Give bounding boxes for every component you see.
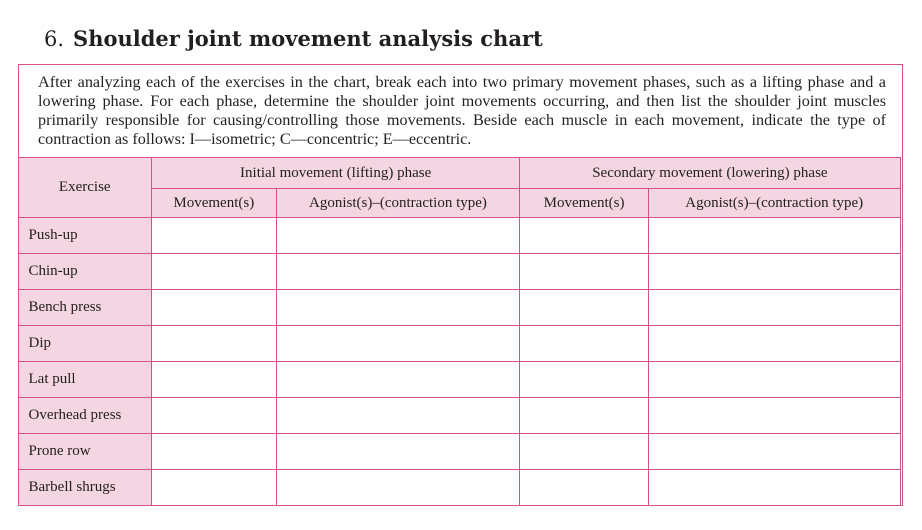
table-row (18, 290, 900, 326)
lifting-movement-cell[interactable] (151, 434, 276, 470)
section-title: Shoulder joint movement analysis chart (73, 26, 543, 51)
lowering-agonist-cell[interactable] (648, 470, 900, 506)
table-row (18, 362, 900, 398)
lifting-agonist-cell[interactable] (276, 434, 520, 470)
lifting-agonist-header: Agonist(s)–(contraction type) (276, 189, 520, 218)
lowering-movement-header: Movement(s) (520, 189, 649, 218)
section-heading (44, 26, 543, 51)
lifting-agonist-cell[interactable] (276, 326, 520, 362)
exercise-column-header: Exercise (18, 158, 151, 218)
table-row (18, 398, 900, 434)
table-row (18, 254, 900, 290)
lowering-agonist-cell[interactable] (648, 326, 900, 362)
lowering-movement-cell[interactable] (520, 254, 649, 290)
section-number: 6. (44, 27, 65, 51)
lowering-phase-header: Secondary movement (lowering) phase (520, 158, 900, 189)
lowering-agonist-cell[interactable] (648, 218, 900, 254)
lowering-movement-cell[interactable] (520, 290, 649, 326)
lowering-movement-cell[interactable] (520, 434, 649, 470)
lifting-agonist-cell[interactable] (276, 290, 520, 326)
exercise-label: Barbell shrugs (18, 470, 151, 506)
lowering-movement-cell[interactable] (520, 218, 649, 254)
lifting-phase-header: Initial movement (lifting) phase (151, 158, 519, 189)
chart-frame (18, 64, 903, 506)
lowering-agonist-cell[interactable] (648, 434, 900, 470)
lowering-agonist-header: Agonist(s)–(contraction type) (648, 189, 900, 218)
lifting-movement-cell[interactable] (151, 470, 276, 506)
lowering-movement-cell[interactable] (520, 326, 649, 362)
lifting-movement-cell[interactable] (151, 326, 276, 362)
lowering-movement-cell[interactable] (520, 398, 649, 434)
table-row (18, 434, 900, 470)
lifting-movement-cell[interactable] (151, 290, 276, 326)
exercise-label: Push-up (18, 218, 151, 254)
table-row (18, 218, 900, 254)
instructions-text: After analyzing each of the exercises in the chart, break each into two primary movement phases, such as a lifting phase and a lowering phase. For each phase, determine the shoulder joint movements occurring, and then list the shoulder joint muscles primarily responsible for causing/controlling those movements. Beside each muscle in each movement, indicate the type of contraction as follows: I—isometric; C—concentric; E—eccentric. (38, 73, 886, 148)
lifting-agonist-cell[interactable] (276, 218, 520, 254)
exercise-label: Lat pull (18, 362, 151, 398)
exercise-label: Dip (18, 326, 151, 362)
lowering-agonist-cell[interactable] (648, 254, 900, 290)
lowering-agonist-cell[interactable] (648, 398, 900, 434)
exercise-label: Prone row (18, 434, 151, 470)
exercise-label: Chin-up (18, 254, 151, 290)
lifting-agonist-cell[interactable] (276, 398, 520, 434)
lifting-movement-cell[interactable] (151, 362, 276, 398)
lifting-movement-cell[interactable] (151, 254, 276, 290)
exercise-label: Overhead press (18, 398, 151, 434)
lifting-agonist-cell[interactable] (276, 470, 520, 506)
table-row (18, 326, 900, 362)
lifting-agonist-cell[interactable] (276, 254, 520, 290)
lifting-movement-cell[interactable] (151, 398, 276, 434)
exercise-label: Bench press (18, 290, 151, 326)
movement-analysis-table (18, 157, 901, 506)
table-row (18, 470, 900, 506)
lifting-movement-cell[interactable] (151, 218, 276, 254)
lowering-agonist-cell[interactable] (648, 290, 900, 326)
lowering-movement-cell[interactable] (520, 362, 649, 398)
lifting-movement-header: Movement(s) (151, 189, 276, 218)
lowering-movement-cell[interactable] (520, 470, 649, 506)
lifting-agonist-cell[interactable] (276, 362, 520, 398)
lowering-agonist-cell[interactable] (648, 362, 900, 398)
